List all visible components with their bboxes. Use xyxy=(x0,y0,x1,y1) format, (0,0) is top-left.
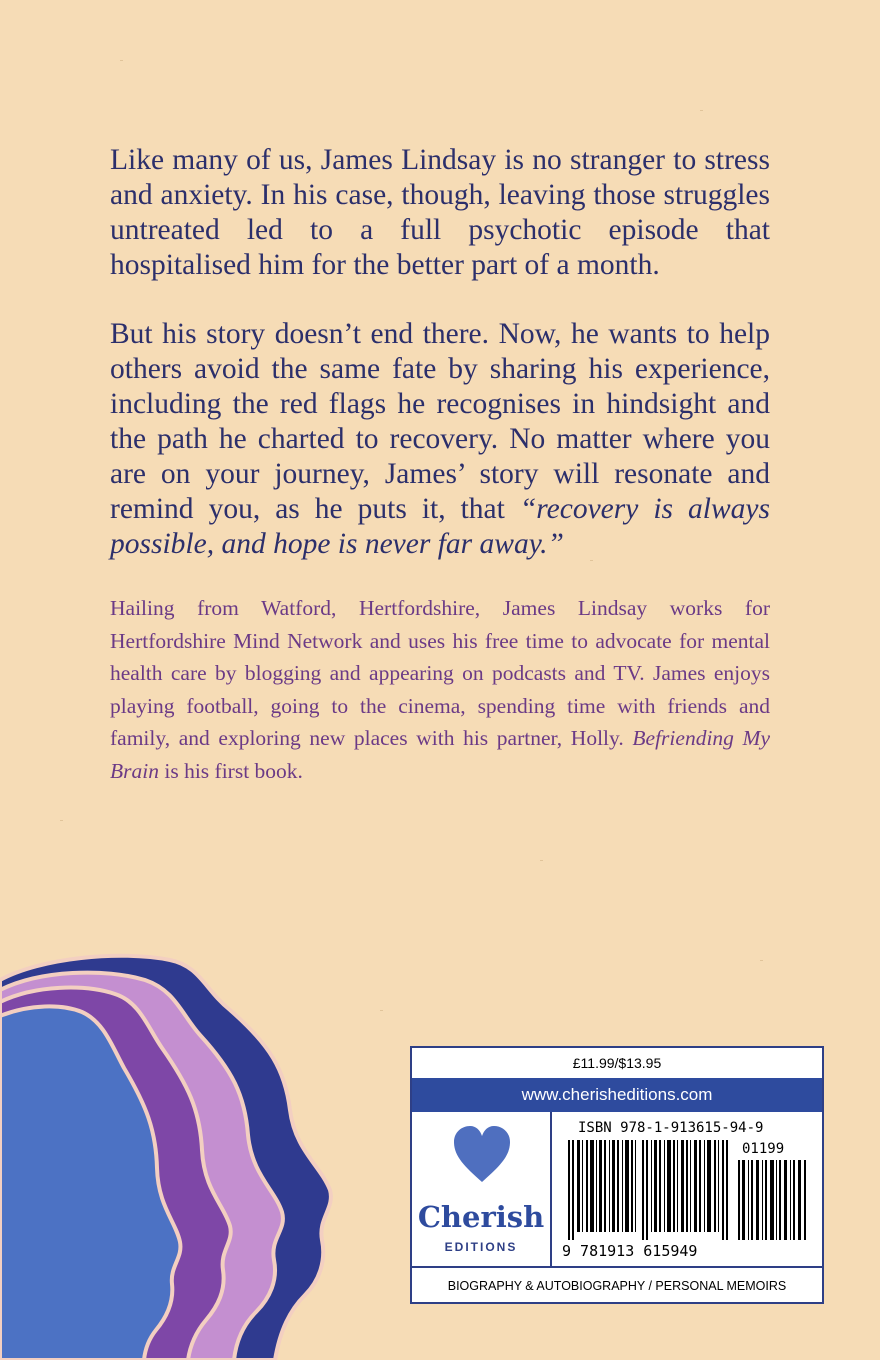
book-category: BIOGRAPHY & AUTOBIOGRAPHY / PERSONAL MEMOIRS xyxy=(412,1266,822,1304)
paper-speck xyxy=(540,860,543,861)
blurb-quote: “recovery is always possible, and hope is never far away.” xyxy=(110,493,770,560)
publisher-url: www.cherisheditions.com xyxy=(521,1085,713,1104)
publisher-logo-subtitle: EDITIONS xyxy=(444,1240,518,1254)
barcode-box xyxy=(410,1046,824,1304)
paper-speck xyxy=(760,960,763,961)
author-bio-book-title: Befriending My Brain xyxy=(110,726,770,783)
price-code-label: 01199 xyxy=(742,1141,785,1157)
ean-digits: 9 781913 615949 xyxy=(562,1242,698,1260)
paper-speck xyxy=(700,110,703,111)
paper-speck xyxy=(120,60,123,61)
blurb-paragraph-1: Like many of us, James Lindsay is no stranger to stress and anxiety. In his case, though, leaving those struggles untreated led to a full psychotic episode that hospitalised him for the better part of a month. xyxy=(110,144,770,281)
author-bio-text-end: is his first book. xyxy=(158,758,303,783)
heart-icon xyxy=(450,1124,514,1184)
publisher-logo-name: Cherish xyxy=(417,1200,545,1234)
price-label: £11.99/$13.95 xyxy=(572,1055,662,1071)
publisher-url-band xyxy=(412,1078,822,1112)
publisher-logo xyxy=(412,1112,552,1266)
ean-barcode xyxy=(568,1140,728,1240)
isbn-label: ISBN 978-1-913615-94-9 xyxy=(578,1120,764,1136)
author-bio xyxy=(110,592,770,787)
paper-speck xyxy=(380,1010,383,1011)
price-add-on-barcode xyxy=(738,1160,808,1240)
paper-speck xyxy=(60,820,63,821)
author-bio-text: Hailing from Watford, Hertfordshire, James Lindsay works for Hertfordshire Mind Network and uses his free time to advocate for mental health care by blogging and appearing on podcasts and TV. James enjoys playing football, going to the cinema, spending time with friends and family, and exploring new places with his partner, Holly. xyxy=(110,596,770,750)
blurb-paragraph-2-text: But his story doesn’t end there. Now, he wants to help others avoid the same fate by sharing his experience, including the red flags he recognises in hindsight and the path he charted to recovery. No matter where you are on your journey, James’ story will resonate and remind you, as he puts it, that xyxy=(110,318,770,525)
profile-silhouettes-illustration xyxy=(0,950,340,1360)
blurb-paragraph-2 xyxy=(110,317,770,562)
